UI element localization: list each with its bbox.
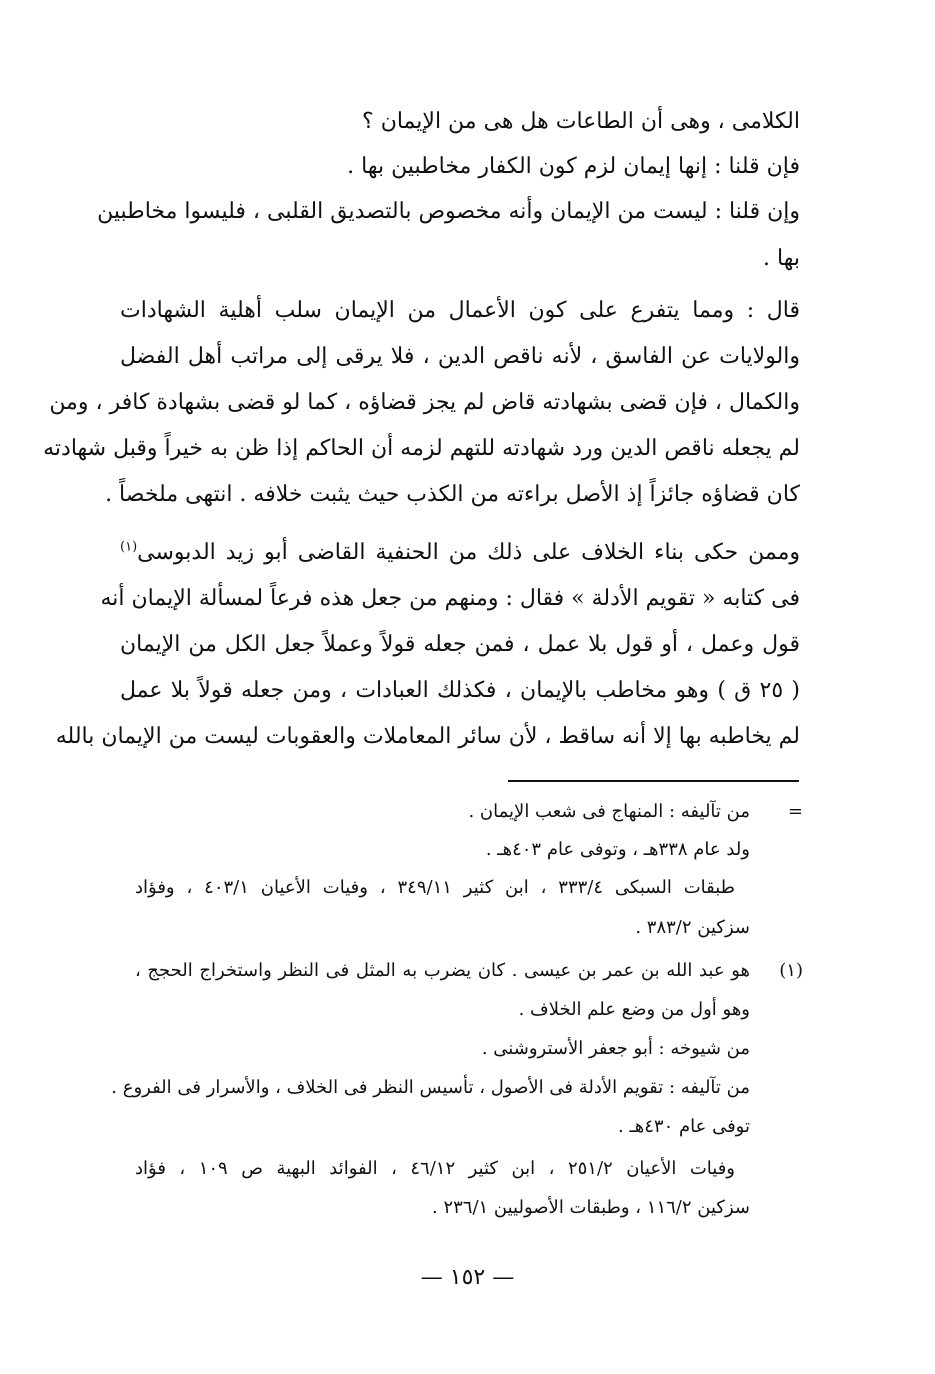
page-number: — ١٥٢ —	[420, 1265, 515, 1290]
footnote-line: وفيات الأعيان ٢٥١/٢ ، ابن كثير ٤٦/١٢ ، الفوائد البهية ص ١٠٩ ، فؤاد	[135, 1158, 735, 1179]
main-text-line: وإن قلنا : ليست من الإيمان وأنه مخصوص بالتصديق القلبى ، فليسوا مخاطبين	[97, 199, 800, 224]
footnote-continuation-marker: =	[787, 801, 803, 822]
footnote-line: من تآليفه : تقويم الأدلة فى الأصول ، تأسيس النظر فى الخلاف ، والأسرار فى الفروع .	[111, 1077, 750, 1098]
main-text-line: فى كتابه « تقويم الأدلة » فقال : ومنهم من جعل هذه فرعاً لمسألة الإيمان أنه	[100, 586, 800, 611]
footnote-1-marker: (١)	[779, 960, 803, 981]
main-text-line: كان قضاؤه جائزاً إذ الأصل براءته من الكذب حيث يثبت خلافه . انتهى ملخصاً .	[105, 482, 800, 507]
main-text-line: قال : ومما يتفرع على كون الأعمال من الإيمان سلب أهلية الشهادات	[120, 298, 800, 323]
main-text-line: لم يجعله ناقص الدين ورد شهادته للتهم لزمه أن الحاكم إذا ظن به خيراً وقبل شهادته	[43, 436, 800, 461]
main-text-line: قول وعمل ، أو قول بلا عمل ، فمن جعله قولاً وعملاً جعل الكل من الإيمان	[120, 632, 800, 657]
main-text-line: فإن قلنا : إنها إيمان لزم كون الكفار مخاطبين بها .	[347, 154, 800, 179]
main-text-line-with-footnote-ref	[120, 532, 800, 574]
footnote-line: طبقات السبكى ٣٣٣/٤ ، ابن كثير ٣٤٩/١١ ، وفيات الأعيان ٤٠٣/١ ، وفؤاد	[135, 877, 735, 898]
main-text-line: والكمال ، فإن قضى بشهادته قاض لم يجز قضاؤه ، كما لو قضى بشهادة كافر ، ومن	[49, 390, 800, 415]
footnote-line: من تآليفه : المنهاج فى شعب الإيمان .	[468, 801, 750, 822]
footnote-line: هو عبد الله بن عمر بن عيسى . كان يضرب به المثل فى النظر واستخراج الحجج ،	[135, 960, 750, 981]
footnote-reference: (١)	[120, 539, 138, 555]
main-text-line: بها .	[763, 246, 800, 271]
footnote-line: ولد عام ٣٣٨هـ ، وتوفى عام ٤٠٣هـ .	[485, 839, 750, 860]
main-text-line: لم يخاطبه بها إلا أنه ساقط ، لأن سائر المعاملات والعقوبات ليست من الإيمان بالله	[55, 724, 800, 749]
main-text-span: وممن حكى بناء الخلاف على ذلك من الحنفية القاضى أبو زيد الدبوسى	[137, 540, 800, 565]
footnote-separator	[508, 780, 799, 782]
footnote-line: توفى عام ٤٣٠هـ .	[618, 1116, 750, 1137]
main-text-line: ( ٢٥ ق ) وهو مخاطب بالإيمان ، فكذلك العبادات ، ومن جعله قولاً بلا عمل	[120, 678, 800, 703]
footnote-line: من شيوخه : أبو جعفر الأستروشنى .	[481, 1038, 750, 1059]
footnote-line: وهو أول من وضع علم الخلاف .	[518, 999, 750, 1020]
main-text-line: والولايات عن الفاسق ، لأنه ناقص الدين ، فلا يرقى إلى مراتب أهل الفضل	[120, 344, 800, 369]
footnote-line: سزكين ١١٦/٢ ، وطبقات الأصوليين ٢٣٦/١ .	[432, 1197, 750, 1218]
main-text-line: الكلامى ، وهى أن الطاعات هل هى من الإيمان ؟	[362, 109, 800, 134]
footnote-line: سزكين ٣٨٣/٢ .	[635, 917, 750, 938]
